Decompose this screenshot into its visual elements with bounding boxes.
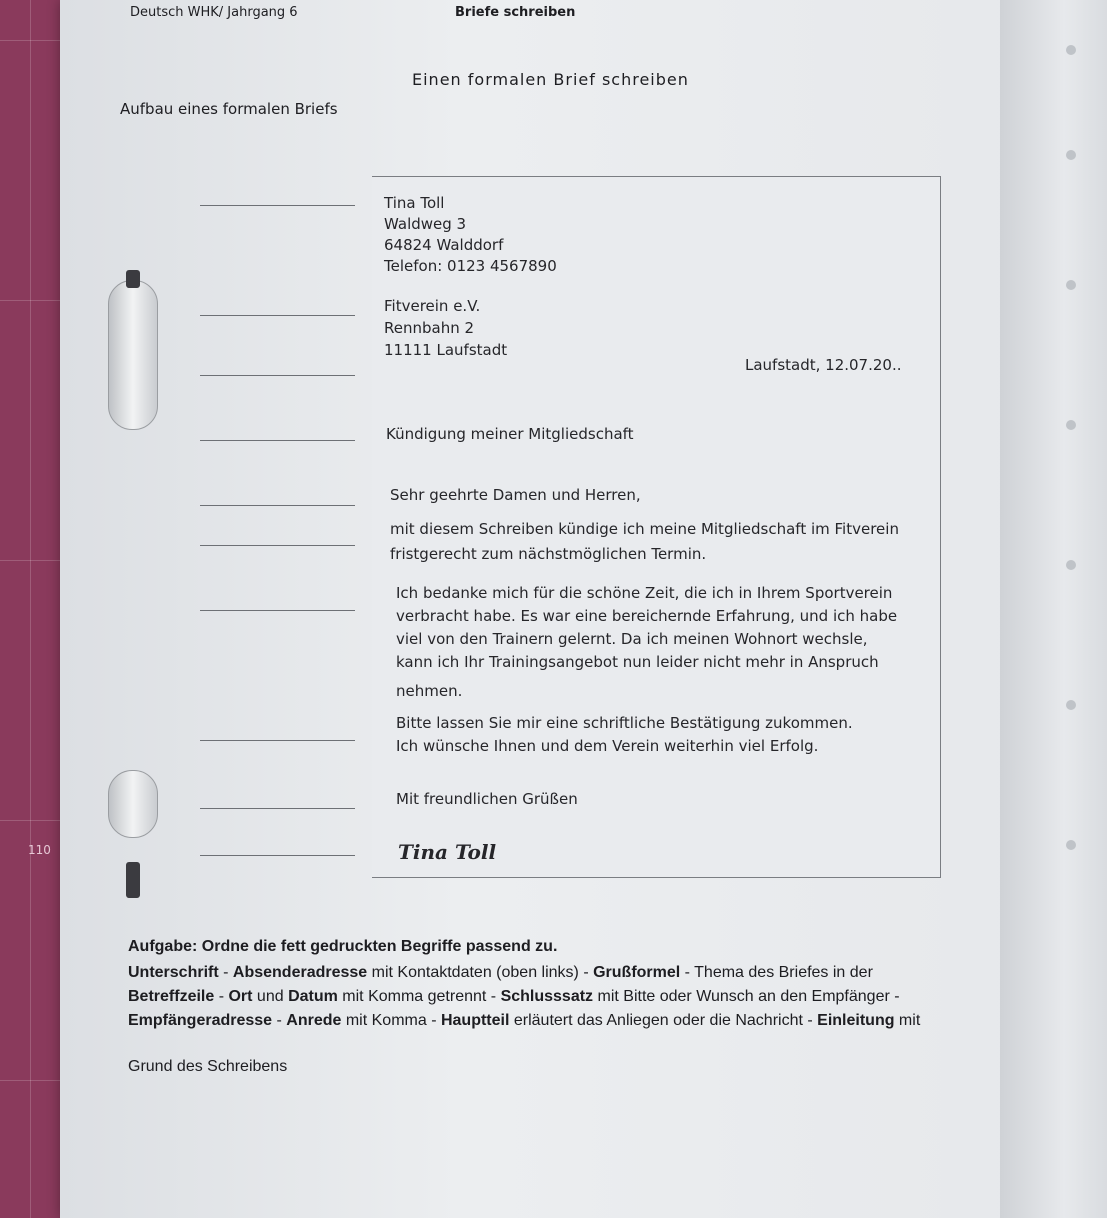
task-text: mit Komma getrennt - (337, 988, 501, 1005)
answer-blank[interactable] (200, 545, 355, 546)
binder-clip-bar (126, 270, 140, 288)
salutation: Sehr geehrte Damen und Herren, (390, 486, 641, 504)
answer-blank[interactable] (200, 855, 355, 856)
header-topic: Briefe schreiben (455, 5, 576, 20)
punch-hole (1066, 45, 1076, 55)
punch-hole (1066, 840, 1076, 850)
task-text: - Thema des Briefes in der (680, 964, 873, 981)
page-title: Einen formalen Brief schreiben (412, 70, 689, 89)
sender-line: 64824 Walddorf (384, 236, 504, 254)
term-einleitung: Einleitung (817, 1012, 895, 1029)
term-anrede: Anrede (286, 1012, 342, 1029)
answer-blank[interactable] (200, 205, 355, 206)
sender-line: Telefon: 0123 4567890 (384, 257, 557, 275)
answer-blank[interactable] (200, 610, 355, 611)
sender-line: Waldweg 3 (384, 215, 467, 233)
term-betreff: Betreffzeile (128, 988, 215, 1005)
term-schluss: Schlusssatz (500, 988, 594, 1005)
intro-line: mit diesem Schreiben kündige ich meine Mitgliedschaft im Fitverein (390, 520, 899, 538)
punch-hole (1066, 700, 1076, 710)
plastic-sleeve (1000, 0, 1107, 1218)
intro-line: fristgerecht zum nächstmöglichen Termin. (390, 545, 707, 563)
main-line: nehmen. (396, 682, 463, 700)
greeting: Mit freundlichen Grüßen (396, 790, 578, 808)
task-heading: Aufgabe: Ordne die fett gedruckten Begriffe passend zu. (128, 938, 558, 955)
main-line: Ich bedanke mich für die schöne Zeit, die ich in Ihrem Sportverein (396, 584, 893, 602)
header-course: Deutsch WHK/ Jahrgang 6 (130, 5, 298, 20)
task-text: mit Kontaktdaten (oben links) - (367, 964, 594, 981)
sender-line: Tina Toll (384, 194, 445, 212)
task-line-2 (128, 988, 900, 1006)
recipient-line: Rennbahn 2 (384, 319, 475, 337)
answer-blank[interactable] (200, 505, 355, 506)
task-text: - (218, 964, 233, 981)
term-datum: Datum (288, 988, 338, 1005)
task-text: mit Komma - (341, 1012, 441, 1029)
term-unterschrift: Unterschrift (128, 964, 219, 981)
task-text: mit (894, 1012, 921, 1029)
term-gruss: Grußformel (593, 964, 681, 981)
answer-blank[interactable] (200, 440, 355, 441)
main-line: kann ich Ihr Trainingsangebot nun leider nicht mehr in Anspruch (396, 653, 879, 671)
task-line-1 (128, 964, 873, 982)
mat-grid-line (30, 0, 31, 1218)
binder-clip (108, 280, 158, 430)
signature: Tina Toll (398, 840, 497, 864)
recipient-line: 11111 Laufstadt (384, 341, 508, 359)
task-text: - (214, 988, 229, 1005)
term-hauptteil: Hauptteil (440, 1012, 510, 1029)
binder-clip (108, 770, 158, 838)
main-line: viel von den Trainern gelernt. Da ich meinen Wohnort wechsle, (396, 630, 868, 648)
mat-number: 110 (28, 843, 51, 857)
subject-line: Kündigung meiner Mitgliedschaft (386, 425, 634, 443)
task-text: erläutert das Anliegen oder die Nachricht - (509, 1012, 818, 1029)
term-ort: Ort (228, 988, 253, 1005)
answer-blank[interactable] (200, 808, 355, 809)
punch-hole (1066, 560, 1076, 570)
task-line-3 (128, 1012, 920, 1030)
term-absender: Absenderadresse (232, 964, 368, 981)
punch-hole (1066, 280, 1076, 290)
main-line: verbracht habe. Es war eine bereichernde Erfahrung, und ich habe (396, 607, 898, 625)
closing-line: Bitte lassen Sie mir eine schriftliche Bestätigung zukommen. (396, 714, 853, 732)
answer-blank[interactable] (200, 315, 355, 316)
term-empfaenger: Empfängeradresse (128, 1012, 273, 1029)
task-line-4: Grund des Schreibens (128, 1058, 288, 1075)
punch-hole (1066, 150, 1076, 160)
binder-clip-bar (126, 862, 140, 898)
task-text: und (252, 988, 289, 1005)
punch-hole (1066, 420, 1076, 430)
place-date: Laufstadt, 12.07.20.. (745, 356, 902, 374)
closing-line: Ich wünsche Ihnen und dem Verein weiterhin viel Erfolg. (396, 737, 819, 755)
recipient-line: Fitverein e.V. (384, 297, 481, 315)
task-text: - (272, 1012, 287, 1029)
task-text: mit Bitte oder Wunsch an den Empfänger - (593, 988, 900, 1005)
section-title: Aufbau eines formalen Briefs (120, 100, 338, 118)
answer-blank[interactable] (200, 375, 355, 376)
answer-blank[interactable] (200, 740, 355, 741)
